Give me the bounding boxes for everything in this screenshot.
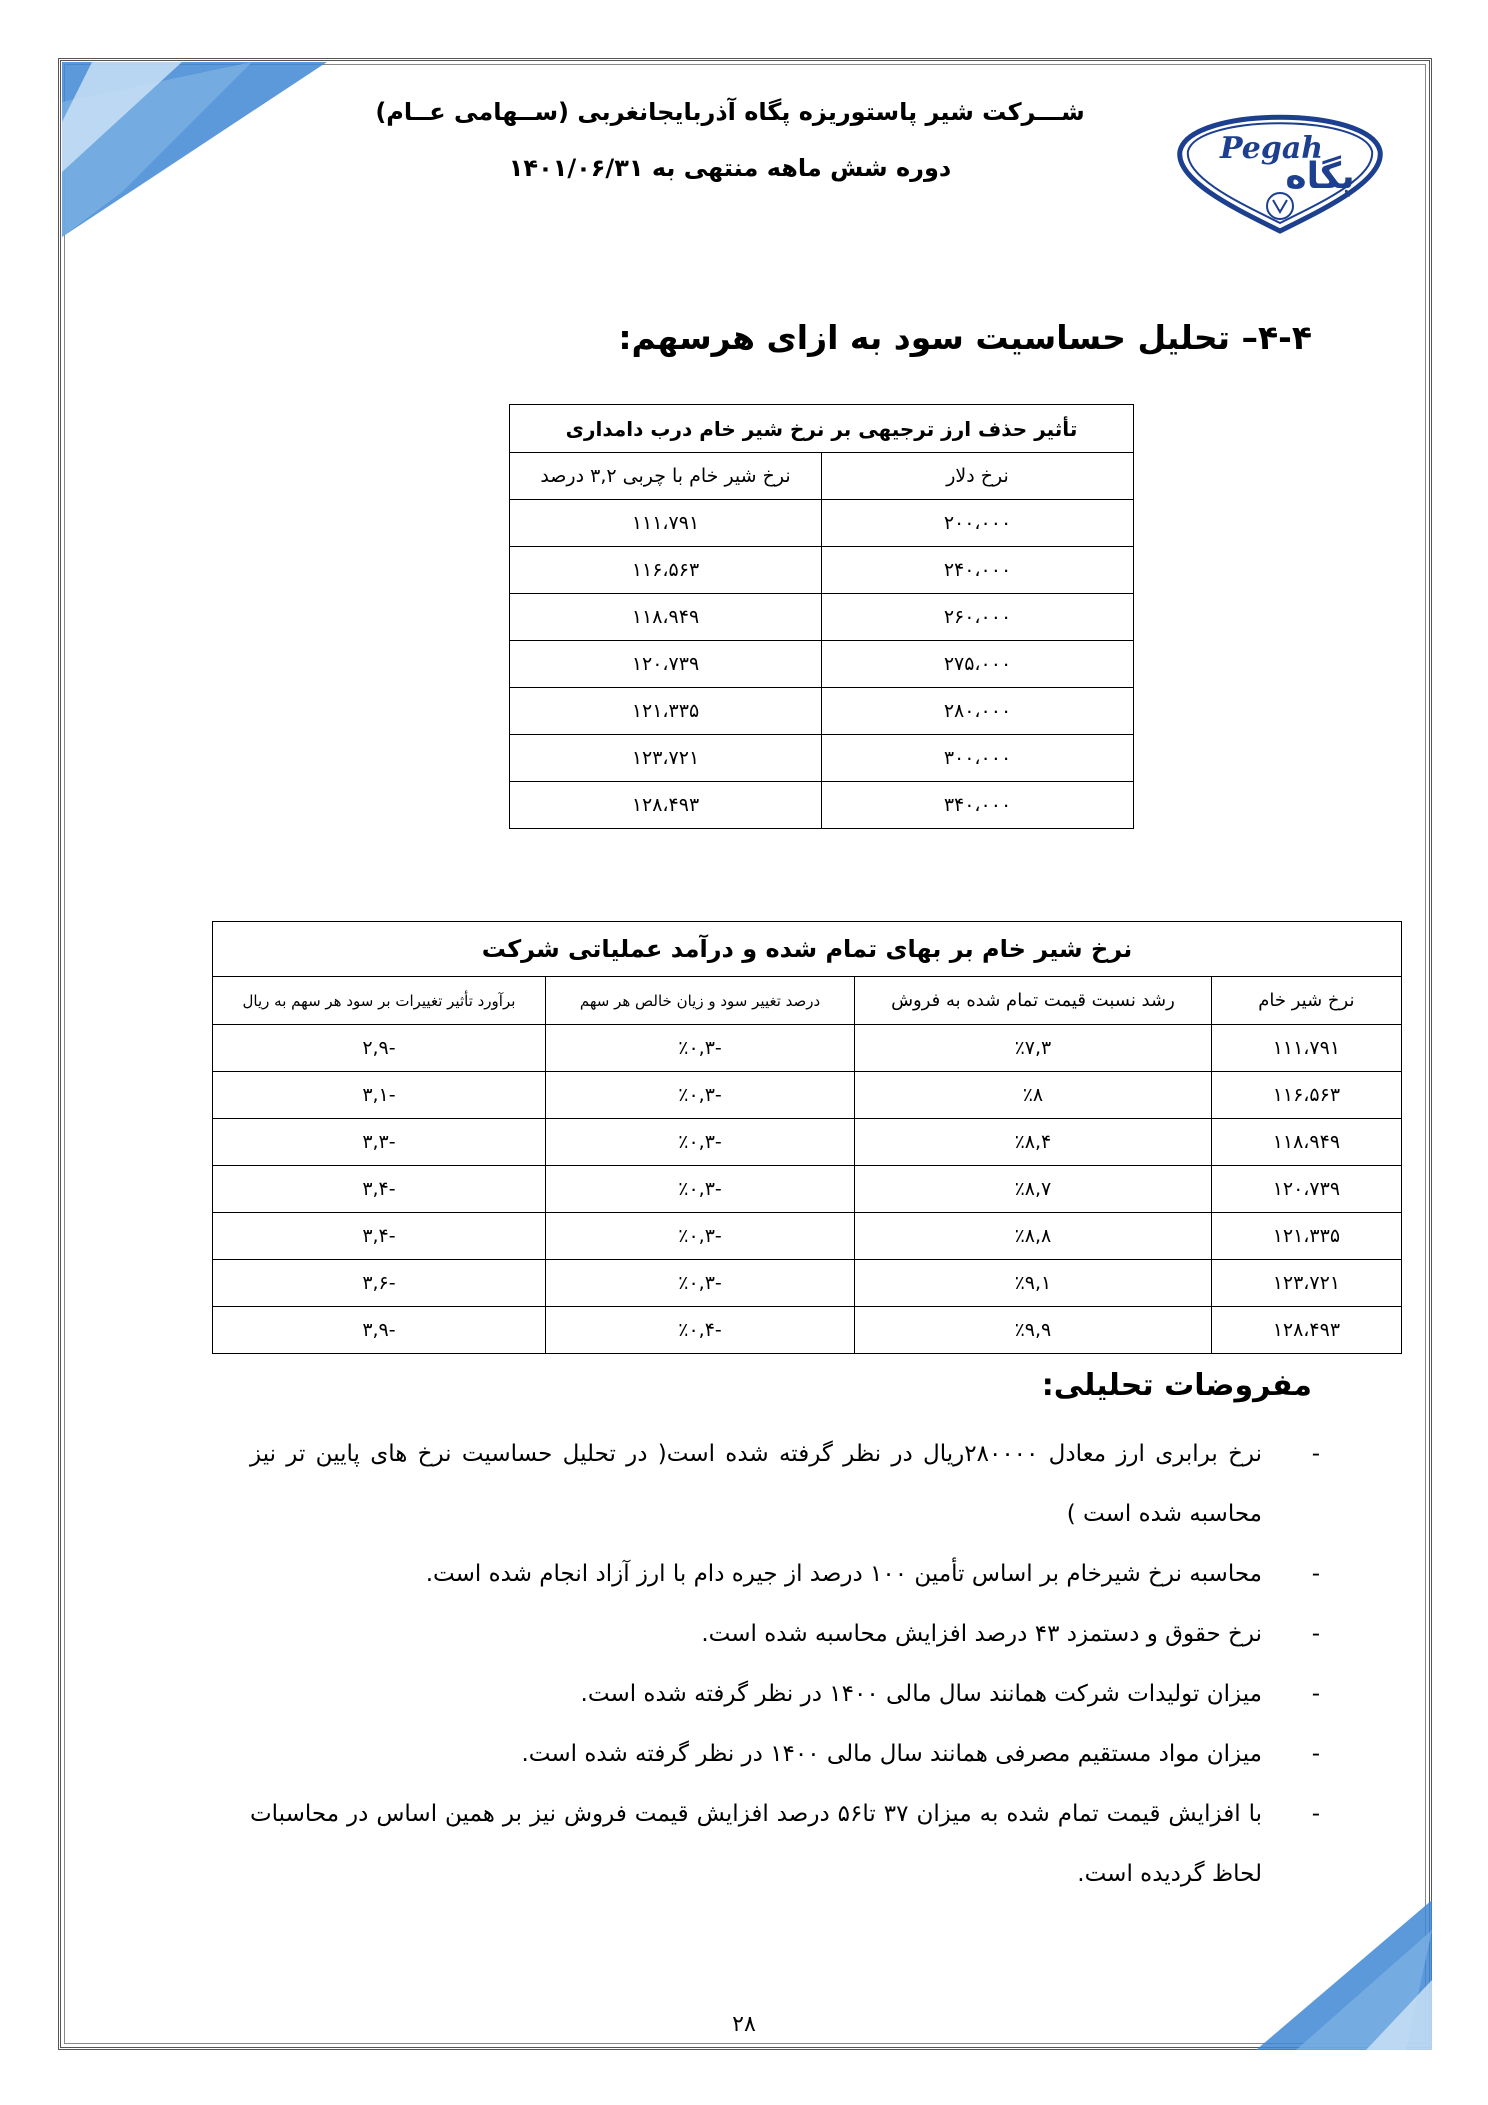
table-cell: ۱۱۱،۷۹۱ <box>510 500 822 547</box>
table-cell: ۱۱۶،۵۶۳ <box>510 547 822 594</box>
bullet-dash: - <box>1311 1561 1320 1587</box>
table-cell: ٪۷,۳ <box>855 1025 1212 1072</box>
table-cell: -٪۰,۳ <box>545 1166 854 1213</box>
table-cell: ٪۸,۸ <box>855 1213 1212 1260</box>
list-item-text: میزان مواد مستقیم مصرفی همانند سال مالی ۱۴۰۰ در نظر گرفته شده است. <box>521 1741 1262 1767</box>
table-cell: ۳۰۰،۰۰۰ <box>822 735 1134 782</box>
table-cell: -٪۰,۴ <box>545 1307 854 1354</box>
column-header: درصد تغییر سود و زیان خالص هر سهم <box>545 977 854 1025</box>
table-cell: ۱۲۸،۴۹۳ <box>1211 1307 1401 1354</box>
bullet-dash: - <box>1311 1741 1320 1767</box>
bullet-dash: - <box>1311 1681 1320 1707</box>
list-item-text: با افزایش قیمت تمام شده به میزان ۳۷ تا۵۶ درصد افزایش قیمت فروش نیز بر همین اساس در محاسبات لحاظ گردیده است. <box>250 1801 1262 1887</box>
section-heading: ۴-۴– تحلیل حساسیت سود به ازای هرسهم: <box>618 318 1312 357</box>
table-cell: -۳,۴ <box>213 1166 546 1213</box>
table-cell: ۱۱۸،۹۴۹ <box>1211 1119 1401 1166</box>
table-cell: -۲,۹ <box>213 1025 546 1072</box>
dollar-rate-table <box>509 404 1134 829</box>
table-cell: ۱۲۳،۷۲۱ <box>1211 1260 1401 1307</box>
assumptions-heading: مفروضات تحلیلی: <box>1041 1368 1312 1403</box>
table-row <box>213 1307 1402 1354</box>
table-row <box>510 688 1134 735</box>
table-caption: تأثیر حذف ارز ترجیهی بر نرخ شیر خام درب دامداری <box>510 405 1134 453</box>
svg-text:پگاه: پگاه <box>1285 156 1355 197</box>
table-cell: -۳,۹ <box>213 1307 546 1354</box>
table-cell: ۱۲۳،۷۲۱ <box>510 735 822 782</box>
list-item <box>250 1544 1320 1604</box>
table-row <box>510 594 1134 641</box>
table-cell: -٪۰,۳ <box>545 1260 854 1307</box>
table-row <box>213 1072 1402 1119</box>
table-cell: -۳,۱ <box>213 1072 546 1119</box>
table-row <box>510 547 1134 594</box>
period-title: دوره شش ماهه منتهی به ۱۴۰۱/۰۶/۳۱ <box>508 154 952 182</box>
bullet-dash: - <box>1311 1621 1320 1647</box>
column-header: برآورد تأثیر تغییرات بر سود هر سهم به ریال <box>213 977 546 1025</box>
table-cell: ٪۹,۱ <box>855 1260 1212 1307</box>
table-cell: ۲۴۰،۰۰۰ <box>822 547 1134 594</box>
table-cell: ۲۶۰،۰۰۰ <box>822 594 1134 641</box>
table-cell: -٪۰,۳ <box>545 1119 854 1166</box>
table-cell: -٪۰,۳ <box>545 1072 854 1119</box>
list-item <box>250 1724 1320 1784</box>
column-header: رشد نسبت قیمت تمام شده به فروش <box>855 977 1212 1025</box>
company-title: شـــرکت شیر پاستوریزه پگاه آذربایجانغربی (ســهامی عــام) <box>375 98 1085 126</box>
assumptions-list <box>250 1424 1320 1904</box>
table-row <box>510 500 1134 547</box>
table-row <box>213 1260 1402 1307</box>
column-header: نرخ شیر خام <box>1211 977 1401 1025</box>
list-item <box>250 1664 1320 1724</box>
list-item <box>250 1784 1320 1904</box>
raw-milk-impact-table <box>212 921 1402 1354</box>
table-cell: ۱۲۸،۴۹۳ <box>510 782 822 829</box>
table-cell: -۳,۳ <box>213 1119 546 1166</box>
pegah-logo <box>1170 96 1390 236</box>
bottom-right-corner-decoration <box>1256 1900 1432 2050</box>
table-row <box>510 735 1134 782</box>
table-cell: -٪۰,۳ <box>545 1025 854 1072</box>
column-header: نرخ شیر خام با چربی ۳,۲ درصد <box>510 453 822 500</box>
list-item-text: نرخ حقوق و دستمزد ۴۳ درصد افزایش محاسبه شده است. <box>701 1621 1262 1647</box>
page-number: ۲۸ <box>732 2012 756 2037</box>
table-row <box>510 641 1134 688</box>
table-cell: ۱۱۱،۷۹۱ <box>1211 1025 1401 1072</box>
table-cell: ۳۴۰،۰۰۰ <box>822 782 1134 829</box>
table-cell: ٪۸,۷ <box>855 1166 1212 1213</box>
table-cell: -٪۰,۳ <box>545 1213 854 1260</box>
table-caption: نرخ شیر خام بر بهای تمام شده و درآمد عملیاتی شرکت <box>213 922 1402 977</box>
table-cell: ۲۰۰،۰۰۰ <box>822 500 1134 547</box>
table-cell: -۳,۴ <box>213 1213 546 1260</box>
table-cell: ۱۱۸،۹۴۹ <box>510 594 822 641</box>
table-cell: ۱۱۶،۵۶۳ <box>1211 1072 1401 1119</box>
list-item-text: نرخ برابری ارز معادل ۲۸۰۰۰۰ریال در نظر گرفته شده است( در تحلیل حساسیت نرخ های پایین تر نیز محاسبه شده است ) <box>250 1441 1263 1527</box>
table-cell: ۱۲۱،۳۳۵ <box>1211 1213 1401 1260</box>
table-cell: ۱۲۰،۷۳۹ <box>1211 1166 1401 1213</box>
list-item <box>250 1604 1320 1664</box>
table-row <box>510 782 1134 829</box>
table-row <box>213 1119 1402 1166</box>
table-row <box>213 1213 1402 1260</box>
svg-text:Pegah: Pegah <box>1220 131 1324 166</box>
list-item-text: میزان تولیدات شرکت همانند سال مالی ۱۴۰۰ در نظر گرفته شده است. <box>580 1681 1262 1707</box>
table-cell: ٪۹,۹ <box>855 1307 1212 1354</box>
bullet-dash: - <box>1311 1801 1320 1827</box>
table-cell: ۲۷۵،۰۰۰ <box>822 641 1134 688</box>
list-item <box>250 1424 1320 1544</box>
table-row <box>213 1025 1402 1072</box>
bullet-dash: - <box>1311 1441 1320 1467</box>
table-row <box>213 1166 1402 1213</box>
list-item-text: محاسبه نرخ شیرخام بر اساس تأمین ۱۰۰ درصد از جیره دام با ارز آزاد انجام شده است. <box>425 1561 1262 1587</box>
table-cell: ۱۲۰،۷۳۹ <box>510 641 822 688</box>
column-header: نرخ دلار <box>822 453 1134 500</box>
table-cell: ۱۲۱،۳۳۵ <box>510 688 822 735</box>
table-cell: ۲۸۰،۰۰۰ <box>822 688 1134 735</box>
table-cell: -۳,۶ <box>213 1260 546 1307</box>
table-cell: ٪۸ <box>855 1072 1212 1119</box>
table-cell: ٪۸,۴ <box>855 1119 1212 1166</box>
